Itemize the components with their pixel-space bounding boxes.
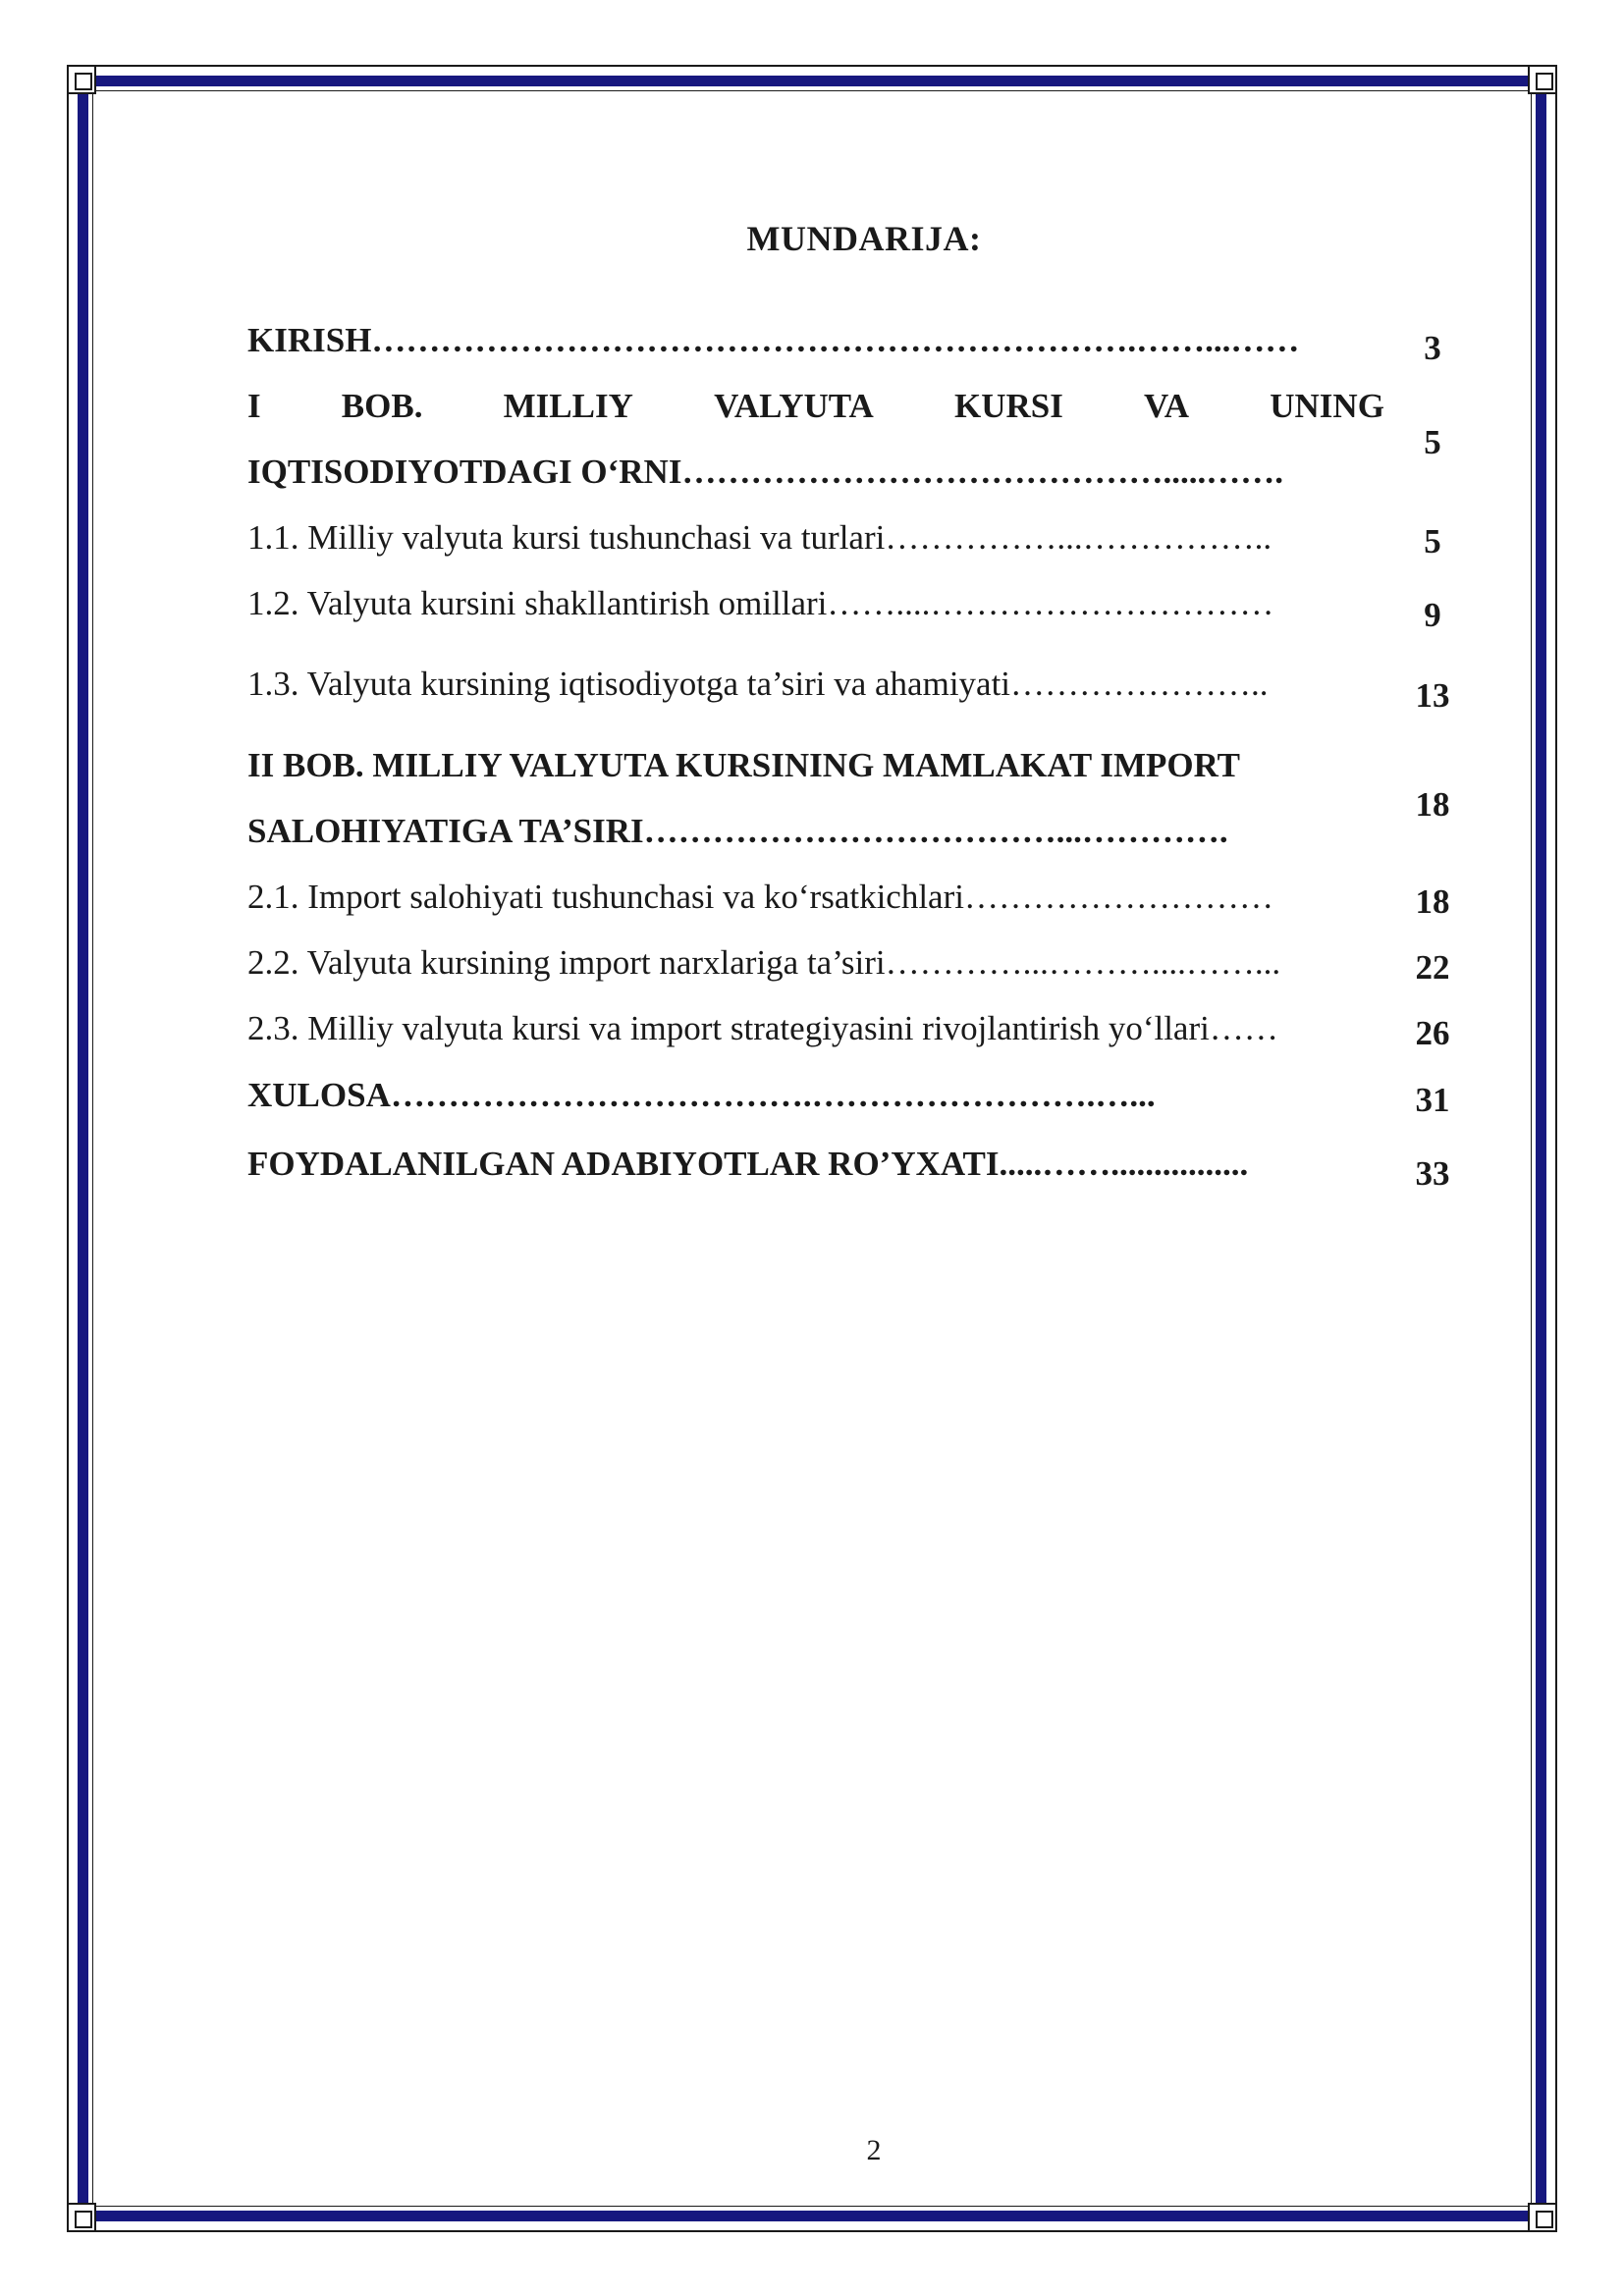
toc-entry-label: 2.1. Import salohiyati tushunchasi va ko‘rsatkichlari………………………	[247, 878, 1273, 916]
toc-page-number: 5	[1424, 522, 1441, 561]
toc-entry-label: 1.3. Valyuta kursining iqtisodiyotga ta’siri va ahamiyati…………………..	[247, 665, 1269, 703]
toc-entry-label: XULOSA……………………………….…………………….…...	[247, 1076, 1156, 1114]
footer-page-number: 2	[866, 2134, 882, 2166]
toc-chapter-1-heading-words	[247, 373, 1384, 439]
corner-ornament-bottom-left	[67, 2203, 96, 2232]
toc-entry-label: KIRISH………………………………………………………….……...……	[247, 321, 1300, 359]
toc-heading-word: MILLIY	[503, 387, 633, 425]
toc-page-number: 18	[1415, 785, 1450, 824]
toc-entry-label-line-2: SALOHIYATIGA TA’SIRI………………………………...………….	[247, 812, 1228, 850]
toc-page-number: 5	[1424, 423, 1441, 461]
toc-heading-word: VA	[1144, 387, 1190, 425]
toc-page-number: 13	[1415, 676, 1450, 715]
toc-entry-label: FOYDALANILGAN ADABIYOTLAR RO’YXATI.....……................	[247, 1145, 1249, 1183]
toc-page-number: 22	[1415, 948, 1450, 987]
toc-heading-word: BOB.	[341, 387, 423, 425]
toc-entry-label-line-1: II BOB. MILLIY VALYUTA KURSINING MAMLAKAT IMPORT	[247, 746, 1241, 784]
corner-ornament-bottom-right	[1528, 2203, 1557, 2232]
toc-page-number: 26	[1415, 1014, 1450, 1052]
corner-ornament-top-right	[1528, 65, 1557, 94]
toc-page-number: 9	[1424, 596, 1441, 634]
corner-ornament-top-left	[67, 65, 96, 94]
toc-heading-word: KURSI	[953, 387, 1063, 425]
toc-heading-word: VALYUTA	[714, 387, 874, 425]
toc-entry-label-line-2: IQTISODIYOTDAGI O‘RNI…………………………………….....…….	[247, 453, 1283, 491]
toc-entry-label-line-1	[247, 373, 1384, 439]
toc-page-number: 33	[1415, 1154, 1450, 1193]
toc-page-number: 3	[1424, 329, 1441, 367]
toc-entry-label: 2.3. Milliy valyuta kursi va import strategiyasini rivojlantirish yo‘llari……	[247, 1009, 1278, 1047]
toc-heading-word: UNING	[1270, 387, 1384, 425]
toc-page-number: 18	[1415, 882, 1450, 921]
toc-entry-label: 1.2. Valyuta kursini shakllantirish omillari……....…………………………	[247, 584, 1274, 622]
toc-page-number: 31	[1415, 1081, 1450, 1119]
toc-heading-word: I	[247, 387, 261, 425]
page-title: MUNDARIJA:	[746, 219, 982, 258]
toc-entry-label: 2.2. Valyuta kursining import narxlariga ta’siri…………...………....……...	[247, 943, 1281, 982]
toc-entry-label: 1.1. Milliy valyuta kursi tushunchasi va turlari……………...……………..	[247, 518, 1272, 557]
